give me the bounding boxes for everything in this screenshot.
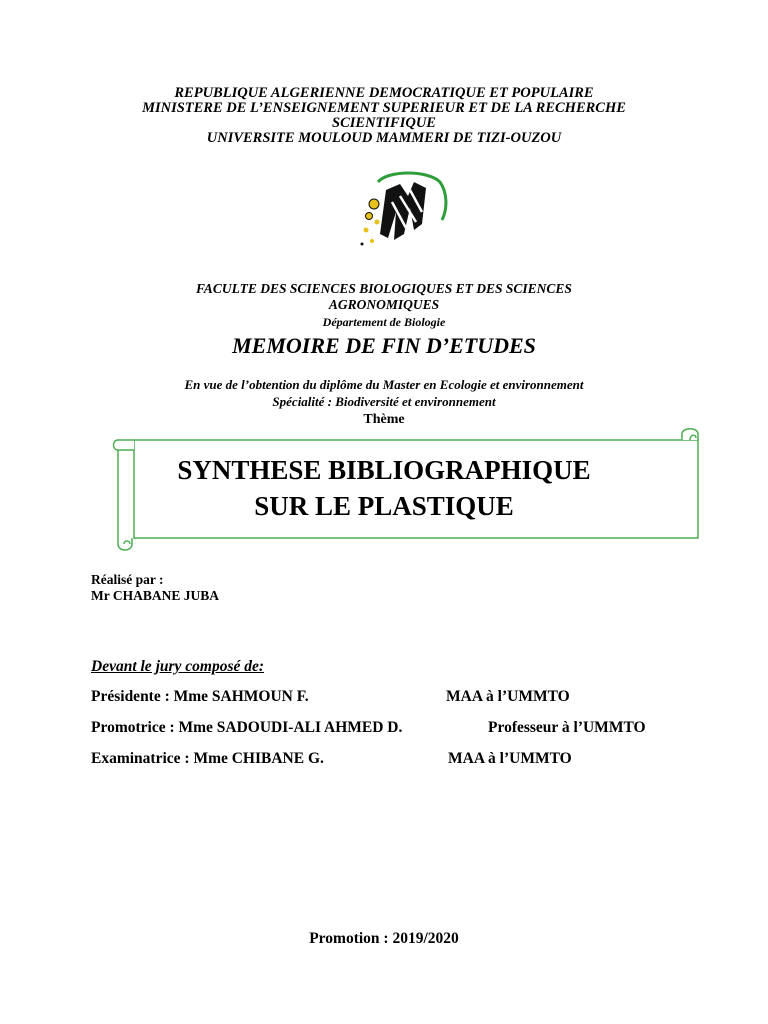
jury-member-title: MAA à l’UMMTO xyxy=(446,688,570,705)
jury-member-title: Professeur à l’UMMTO xyxy=(488,719,646,736)
university-logo xyxy=(348,168,452,252)
memoire-title: MEMOIRE DE FIN D’ETUDES xyxy=(232,333,536,358)
author-name: Mr CHABANE JUBA xyxy=(91,588,219,603)
header-university: UNIVERSITE MOULOUD MAMMERI DE TIZI-OUZOU xyxy=(206,130,562,146)
author-label: Réalisé par : xyxy=(91,572,164,587)
diploma-text: En vue de l’obtention du diplôme du Master en Ecologie et environnement xyxy=(184,377,584,392)
specialty-text: Spécialité : Biodiversité et environnement xyxy=(272,394,496,409)
promotion: Promotion : 2019/2020 xyxy=(309,930,459,947)
author-block xyxy=(91,572,219,604)
jury-heading: Devant le jury composé de: xyxy=(91,658,265,675)
jury-member-role: Présidente : Mme SAHMOUN F. xyxy=(91,688,309,705)
faculty-name: FACULTE DES SCIENCES BIOLOGIQUES ET DES SCIENCES xyxy=(196,281,572,296)
header-republic: REPUBLIQUE ALGERIENNE DEMOCRATIQUE ET POPULAIRE xyxy=(174,85,594,101)
faculty xyxy=(0,281,768,313)
theme-title xyxy=(0,452,768,524)
header xyxy=(0,86,768,146)
jury-member-role: Promotrice : Mme SADOUDI-ALI AHMED D. xyxy=(91,719,403,736)
theme-title-line1: SYNTHESE BIBLIOGRAPHIQUE xyxy=(177,455,591,485)
theme-title-line2: SUR LE PLASTIQUE xyxy=(254,491,514,521)
jury-member-title: MAA à l’UMMTO xyxy=(448,750,572,767)
faculty-name-cont: AGRONOMIQUES xyxy=(328,297,440,312)
jury-member-role: Examinatrice : Mme CHIBANE G. xyxy=(91,750,324,767)
header-ministry-cont: SCIENTIFIQUE xyxy=(332,115,436,131)
header-ministry: MINISTERE DE L’ENSEIGNEMENT SUPERIEUR ET DE LA RECHERCHE xyxy=(142,100,626,116)
theme-label: Thème xyxy=(363,412,405,427)
department: Département de Biologie xyxy=(322,315,446,329)
